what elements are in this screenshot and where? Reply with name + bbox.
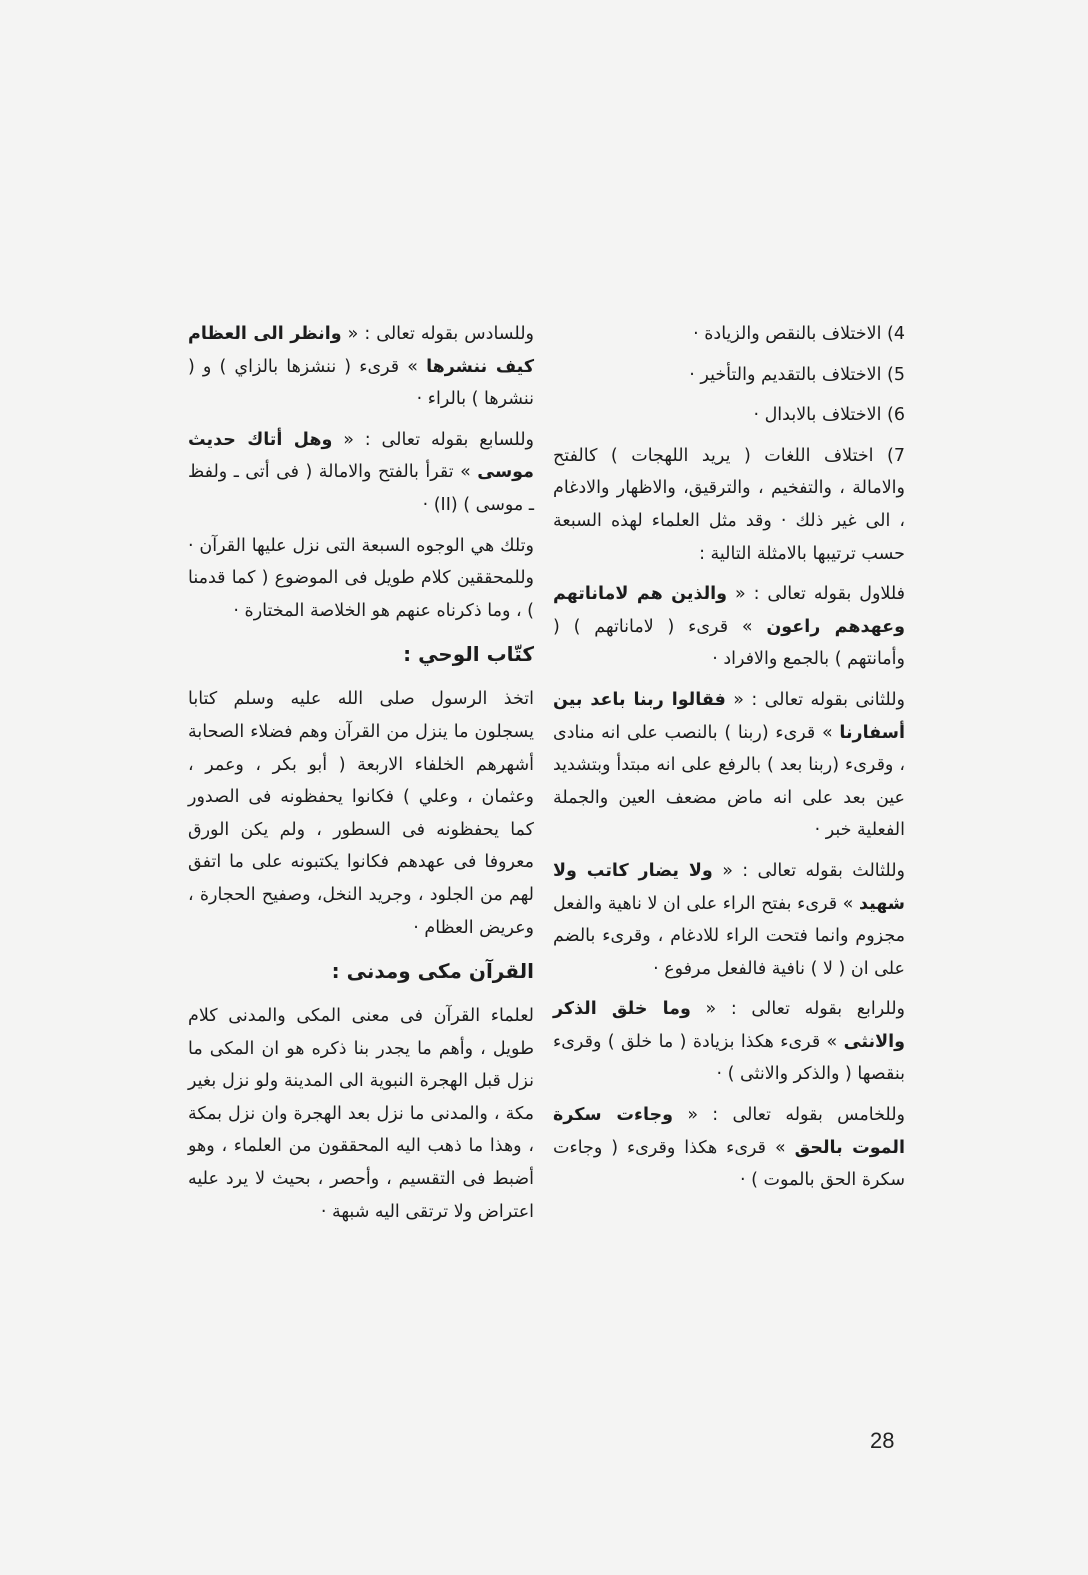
example-1-verse: والذين هم لاماناتهم وعهدهم راعون [553,584,905,637]
example-6-intro: وللسادس بقوله تعالى : « [347,324,534,344]
left-column [188,318,534,1236]
example-3 [553,855,905,985]
example-7-verse: وهل أتاك حديث موسى [188,429,534,483]
example-1-intro: فللاول بقوله تعالى : « [734,584,905,605]
example-5-rest: » قرىء هكذا وقرىء ( وجاءت سكرة الحق بالموت ) · [553,1137,905,1191]
example-7-rest: » تقرأ بالفتح والامالة ( فى أتى ـ ولفظ ـ موسى ) (II) · [188,462,534,515]
paragraph-meccan-medinan: لعلماء القرآن فى معنى المكى والمدنى كلام طويل ، وأهم ما يجدر بنا ذكره هو ان المكى ما نزل قبل الهجرة النبوية الى المدينة ولو نزل بغير مكة ، والمدنى ما نزل بعد الهجرة وان نزل بمكة ، وهذا ما ذهب اليه المحققون من العلماء ، وهو أضبط فى التقسيم ، وأحصر ، بحيث لا يرد عليه اعتراض ولا ترتقى اليه شبهة · [188,1006,534,1222]
heading-revelation-scribes: كتّاب الوحي : [403,642,534,667]
example-5-intro: وللخامس بقوله تعالى : « [687,1105,905,1126]
example-4 [553,993,905,1091]
example-2-intro: وللثانى بقوله تعالى : « [733,689,905,710]
example-5 [553,1099,905,1197]
right-column [553,318,905,1205]
example-4-intro: وللرابع بقوله تعالى : « [705,999,905,1020]
list-item-6: 6) الاختلاف بالابدال · [753,405,905,426]
paragraph-revelation-scribes: اتخذ الرسول صلى الله عليه وسلم كتابا يسجلون ما ينزل من القرآن وهم فضلاء الصحابة أشهرهم الخلفاء الاربعة ( أبو بكر ، وعمر ، وعثمان ، وعلي ) فكانوا يحفظونه فى الصدور كما يحفظونه فى السطور ، ولم يكن الورق معروفا فى عهدهم فكانوا يكتبونه على ما اتفق لهم من الجلود ، وجريد النخل، وصفيح الحجارة ، وعريض العظام · [188,689,534,938]
example-6-verse: وانظر الى العظام كيف ننشرها [188,324,534,377]
example-1 [553,578,905,676]
example-7-intro: وللسابع بقوله تعالى : « [343,429,534,450]
example-3-verse: ولا يضار كاتب ولا شهيد [553,860,905,914]
example-3-intro: وللثالث بقوله تعالى : « [722,860,905,881]
example-2-verse: فقالوا ربنا باعد بين أسفارنا [553,689,905,743]
closing-paragraph: وتلك هي الوجوه السبعة التى نزل عليها القرآن · وللمحققين كلام طويل فى الموضوع ( كما قدمنا ) ، وما ذكرناه عنهم هو الخلاصة المختارة · [188,535,534,621]
page-number: 28 [870,1428,895,1453]
heading-meccan-medinan: القرآن مكى ومدنى : [331,959,534,984]
list-item-4: 4) الاختلاف بالنقص والزيادة · [693,324,905,344]
list-item-7: 7) اختلاف اللغات ( يريد اللهجات ) كالفتح والامالة ، والتفخيم ، والترقيق، والاظهار والادغام ، الى غير ذلك · وقد مثل العلماء لهذه السبعة حسب ترتيبها بالامثلة التالية : [553,445,905,564]
example-3-rest: » قرىء بفتح الراء على ان لا ناهية والفعل مجزوم وانما فتحت الراء للادغام ، وقرىء بالضم على ان ( لا ) نافية فالفعل مرفوع · [553,893,905,979]
example-4-rest: » قرىء هكذا بزيادة ( ما خلق ) وقرىء بنقصها ( والذكر والانثى ) · [553,1031,905,1085]
example-2 [553,684,905,847]
example-5-verse: وجاءت سكرة الموت بالحق [553,1105,905,1158]
example-7 [188,424,534,522]
list-item-5: 5) الاختلاف بالتقديم والتأخير · [689,364,905,385]
example-6 [188,318,534,416]
example-2-rest: » قرىء (ربنا ) بالنصب على انه منادى ، وقرىء (ربنا بعد ) بالرفع على انه مبتدأ وبتشديد عين بعد على انه ماض مضعف العين والجملة الفعلية خبر · [553,722,905,841]
example-1-rest: » قرىء ( لاماناتهم ) ( وأمانتهم ) بالجمع والافراد · [553,616,905,670]
example-6-rest: » قرىء ( ننشزها بالزاي ) و ( ننشرها ) بالراء · [188,356,534,410]
example-4-verse: وما خلق الذكر والانثى [553,999,905,1052]
